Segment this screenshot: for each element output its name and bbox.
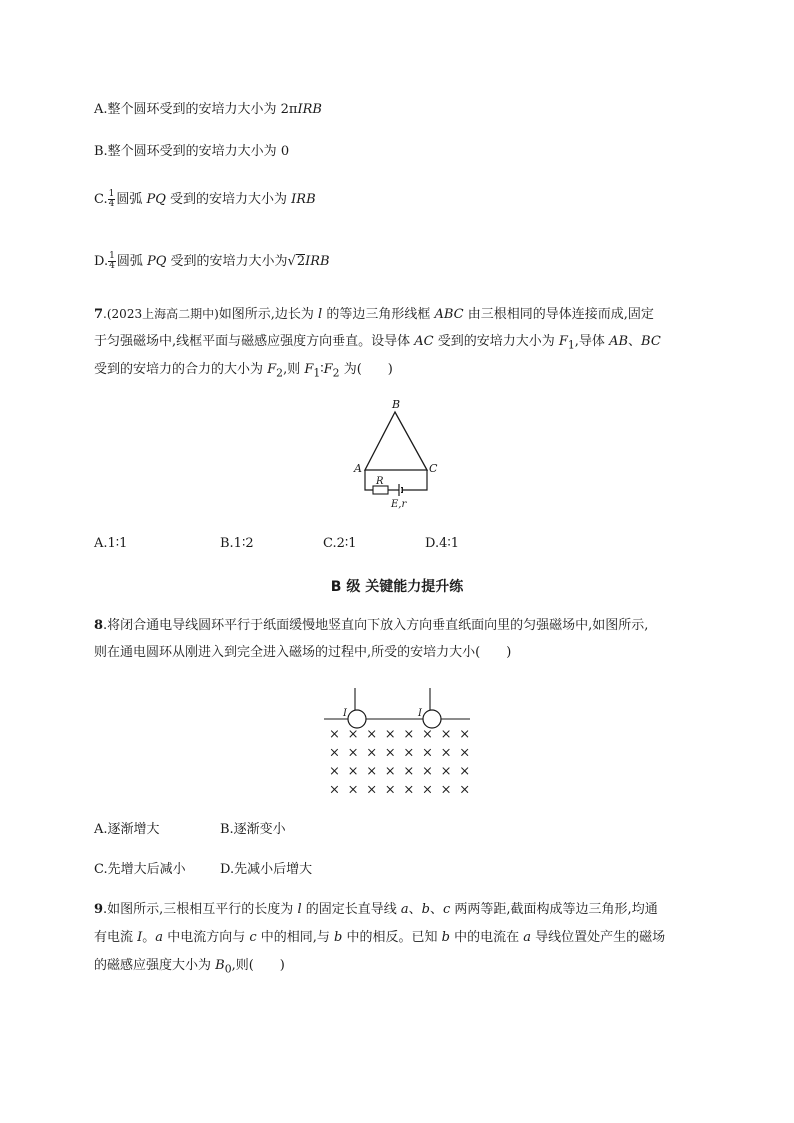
field-cross: × xyxy=(403,745,415,761)
field-cross: × xyxy=(440,764,452,779)
battery-gap xyxy=(400,488,402,492)
label-er: E,r xyxy=(391,499,407,510)
label-a: A xyxy=(354,462,362,475)
q9-line-1 xyxy=(94,900,658,920)
q7-line-2 xyxy=(94,332,661,356)
arc-pq: PQ xyxy=(146,254,167,269)
fraction-numerator: 1 xyxy=(109,251,115,261)
field-cross: × xyxy=(329,745,340,761)
field-cross: × xyxy=(347,727,359,742)
var-bc: BC xyxy=(641,334,661,349)
var-l: l xyxy=(318,307,323,322)
field-cross: × xyxy=(366,745,378,761)
q6-option-d-suffix: 受到的安培力大小为 xyxy=(166,254,288,269)
question-source: .(2023上海高二期中) xyxy=(103,307,219,321)
q8-option-c: C.先增大后减小 xyxy=(94,862,186,877)
q8-line-2 xyxy=(94,643,511,663)
var-f: F xyxy=(304,362,314,377)
text: ,则 xyxy=(283,362,305,377)
text: ,导体 xyxy=(574,334,610,349)
text: ,则( ) xyxy=(231,958,285,973)
q6-option-a-text: A.整个圆环受到的安培力大小为 2π xyxy=(94,102,298,117)
text: 的等边三角形线框 xyxy=(322,307,435,322)
var-b: b xyxy=(334,930,343,945)
fraction-one-quarter xyxy=(108,252,116,271)
text: 的固定长直导线 xyxy=(301,902,401,917)
subscript: 1 xyxy=(313,366,321,380)
text: 中电流方向与 xyxy=(163,930,250,945)
section-title: B 级 关键能力提升练 xyxy=(330,579,464,595)
q6-option-a xyxy=(94,100,322,120)
ring-1 xyxy=(348,710,366,728)
q6-option-d xyxy=(94,252,330,272)
text: 于匀强磁场中,线框平面与磁感应强度方向垂直。设导体 xyxy=(94,334,415,349)
var-ab: AB xyxy=(609,334,629,349)
subscript: 1 xyxy=(567,338,575,352)
fraction-denominator: 4 xyxy=(108,199,115,209)
text: 有电流 xyxy=(94,930,138,945)
arc-pq: PQ xyxy=(146,192,166,207)
field-cross: × xyxy=(329,782,340,798)
q7-line-1 xyxy=(94,304,654,325)
field-cross: × xyxy=(459,727,471,742)
field-cross: × xyxy=(347,764,359,779)
question-number: 8 xyxy=(94,618,104,633)
text: 两两等距,截面构成等边三角形,均通 xyxy=(450,902,658,917)
question-number: 9 xyxy=(94,902,104,917)
field-cross: × xyxy=(422,764,433,779)
field-cross: × xyxy=(329,727,340,742)
text: .如图所示,三根相互平行的长度为 xyxy=(103,902,298,917)
magnetic-field-crosses xyxy=(329,727,470,798)
current-label-1: I xyxy=(343,708,347,719)
field-cross: × xyxy=(422,745,433,761)
field-cross: × xyxy=(403,782,415,798)
var-a: a xyxy=(155,930,164,945)
field-cross: × xyxy=(347,782,359,798)
field-cross: × xyxy=(347,745,359,761)
var-i: I xyxy=(137,930,143,945)
field-cross: × xyxy=(384,782,396,798)
magnetic-field-figure xyxy=(320,686,475,798)
field-cross: × xyxy=(366,764,378,779)
text: 、 xyxy=(430,902,444,917)
fraction-numerator: 1 xyxy=(108,189,115,199)
field-cross: × xyxy=(440,782,452,798)
text: ∶ xyxy=(320,362,324,377)
field-cross: × xyxy=(329,764,340,779)
field-cross: × xyxy=(366,727,378,742)
var-a: a xyxy=(400,902,409,917)
q9-line-2 xyxy=(94,928,665,948)
text: 受到的安培力的合力的大小为 xyxy=(94,362,268,377)
text: 中的相同,与 xyxy=(256,930,335,945)
field-cross: × xyxy=(422,727,433,742)
q6-option-d-var: IRB xyxy=(305,254,330,269)
q6-option-c-prefix: C. xyxy=(94,192,108,207)
current-label-2: I xyxy=(418,708,422,719)
var-b: b xyxy=(421,902,430,917)
triangle-frame xyxy=(365,412,427,470)
var-b: B xyxy=(215,958,225,973)
var-f: F xyxy=(267,362,277,377)
field-cross: × xyxy=(403,727,415,742)
field-cross: × xyxy=(384,727,396,742)
ring-2 xyxy=(423,710,441,728)
q8-option-b: B.逐渐变小 xyxy=(220,822,286,837)
label-r: R xyxy=(376,476,384,487)
q7-option-a: A.1∶1 xyxy=(94,536,128,551)
field-cross: × xyxy=(384,764,396,779)
field-cross: × xyxy=(459,764,471,779)
q6-option-b xyxy=(94,142,289,162)
q7-option-c: C.2∶1 xyxy=(323,536,357,551)
var-abc: ABC xyxy=(434,307,464,322)
q8-line-1 xyxy=(94,616,648,636)
text: 则在通电圆环从刚进入到完全进入磁场的过程中,所受的安培力大小( ) xyxy=(94,645,512,660)
text: 受到的安培力大小为 xyxy=(433,334,559,349)
q6-option-a-var: IRB xyxy=(297,102,322,117)
var-c: c xyxy=(249,930,257,945)
q6-option-c-mid: 圆弧 xyxy=(116,192,147,207)
q6-option-b-text: B.整个圆环受到的安培力大小为 0 xyxy=(94,144,290,159)
text: 、 xyxy=(408,902,422,917)
field-cross: × xyxy=(422,782,433,798)
var-ac: AC xyxy=(414,334,434,349)
text: 的磁感应强度大小为 xyxy=(94,958,216,973)
text: 导线位置处产生的磁场 xyxy=(530,930,666,945)
text: 、 xyxy=(628,334,642,349)
fraction-one-quarter xyxy=(108,190,116,209)
fraction-denominator: 4 xyxy=(109,261,115,271)
q6-option-c xyxy=(94,190,316,210)
sqrt-radicand: 2 xyxy=(296,254,306,269)
q6-option-c-var: IRB xyxy=(291,192,316,207)
var-f: F xyxy=(558,334,568,349)
field-cross: × xyxy=(459,745,471,761)
subscript: 2 xyxy=(276,366,284,380)
q7-option-d: D.4∶1 xyxy=(425,536,460,551)
sqrt-symbol: √ xyxy=(287,254,296,269)
var-b: b xyxy=(441,930,450,945)
text: 为( ) xyxy=(339,362,393,377)
q7-option-b: B.1∶2 xyxy=(220,536,254,551)
label-b: B xyxy=(392,398,401,411)
field-cross: × xyxy=(440,745,452,761)
subscript: 2 xyxy=(332,366,340,380)
text: .将闭合通电导线圆环平行于纸面缓慢地竖直向下放入方向垂直纸面向里的匀强磁场中,如图所示, xyxy=(103,618,649,633)
field-cross: × xyxy=(384,745,396,761)
var-l: l xyxy=(297,902,302,917)
text: 中的相反。已知 xyxy=(342,930,442,945)
field-cross: × xyxy=(403,764,415,779)
field-cross: × xyxy=(440,727,452,742)
q6-option-d-mid: 圆弧 xyxy=(116,254,147,269)
text: 中的电流在 xyxy=(449,930,524,945)
triangle-circuit-figure xyxy=(345,398,455,513)
text: 由三根相同的导体连接而成,固定 xyxy=(463,307,654,322)
q7-line-3 xyxy=(94,360,393,384)
var-a: a xyxy=(523,930,531,945)
field-cross: × xyxy=(459,782,471,798)
text: 。 xyxy=(142,930,156,945)
subscript: 0 xyxy=(224,962,232,976)
q9-line-3 xyxy=(94,956,285,980)
resistor xyxy=(373,486,388,494)
var-c: c xyxy=(443,902,451,917)
q8-option-d: D.先减小后增大 xyxy=(220,862,313,877)
q6-option-d-prefix: D. xyxy=(94,254,109,269)
q8-option-a: A.逐渐增大 xyxy=(94,822,160,837)
field-cross: × xyxy=(366,782,378,798)
question-number: 7 xyxy=(94,307,104,322)
label-c: C xyxy=(429,462,438,475)
q6-option-c-suffix: 受到的安培力大小为 xyxy=(165,192,292,207)
var-f: F xyxy=(323,362,333,377)
text: 如图所示,边长为 xyxy=(218,307,319,322)
